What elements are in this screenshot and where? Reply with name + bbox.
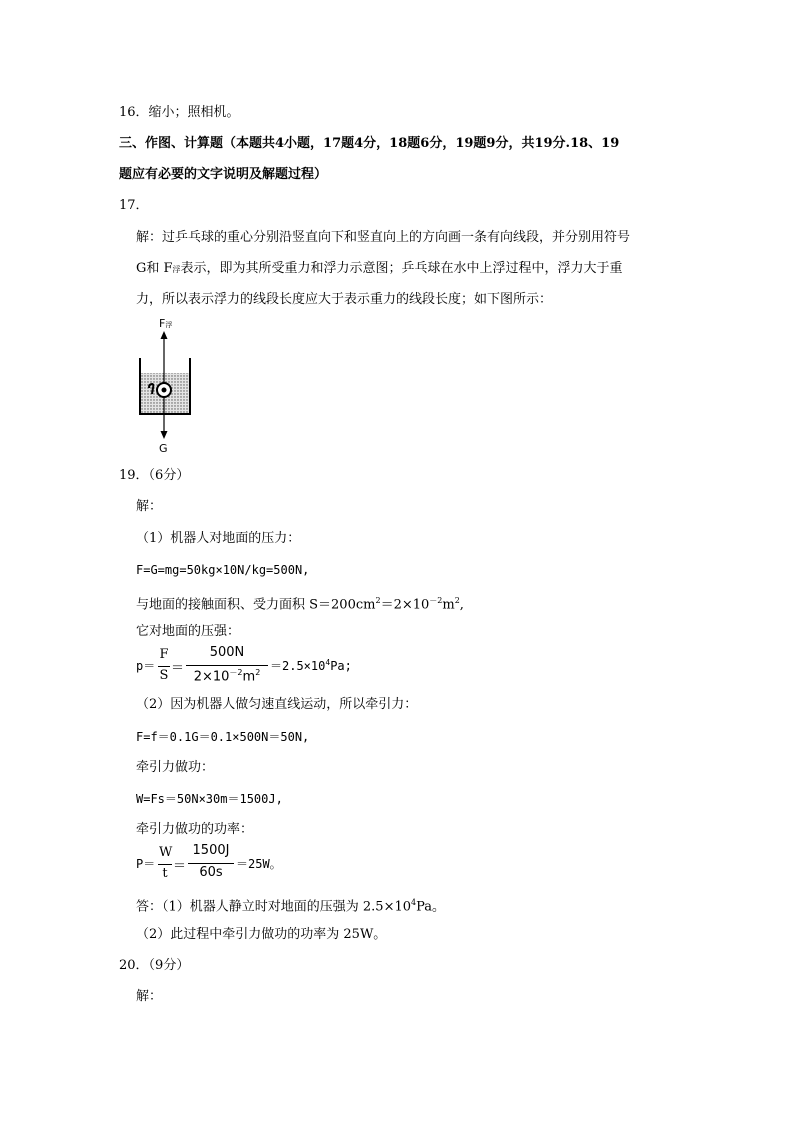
q19-power-heading: 牵引力做功的功率： [136,822,254,837]
q19-work-heading: 牵引力做功： [136,760,215,775]
q17-solution-line3: 力，所以表示浮力的线段长度应大于表示重力的线段长度；如下图所示： [136,292,553,307]
q19-power-formula: P＝ W t ＝ 1500J 60s ＝25W。 [136,843,282,881]
q19-pressure-formula: p＝ F S ＝ 500N $2\times 10^{-2}m^2$ $=2.5\times 10^4Pa$; [136,645,352,685]
beaker-diagram [135,318,197,458]
q20-jie: 解： [136,989,163,1004]
q19-part1-heading: （1）机器人对地面的压力： [136,531,301,546]
gravity-label: G [159,442,168,455]
answer-16: 16．缩小；照相机。 [119,105,240,120]
q19-answer-2: （2）此过程中牵引力做功的功率为 25W。 [136,927,387,942]
q17-solution-line1: 解：过乒乓球的重心分别沿竖直向下和竖直向上的方向画一条有向线段，并分别用符号 [136,230,631,245]
question-17-number: 17． [119,198,149,213]
force-diagram-figure [135,318,197,458]
q19-pressure-force-calc: F=G=mg=50kg×10N/kg=500N, [136,563,310,577]
q19-part2-heading: （2）因为机器人做匀速直线运动，所以牵引力： [136,697,418,712]
q19-traction-calc: F=f＝0.1G＝0.1×500N＝50N, [136,730,310,744]
q19-contact-area: 与地面的接触面积、受力面积 $S=200cm^2=2\times 10^{-2}m^2$, [136,596,464,613]
buoyancy-label: F浮 [159,317,173,330]
question-20-number: 20．（9分） [119,958,190,973]
q19-answer-1: 答：（1）机器人静立时对地面的压强为 $2.5\times 10^4Pa$。 [136,898,446,915]
q19-work-calc: W=Fs＝50N×30m＝1500J, [136,792,283,806]
section-3-heading-line1: 三、作图、计算题（本题共4小题，17题4分，18题6分，19题9分，共19分.18、19 [119,136,620,151]
q19-jie: 解： [136,499,163,514]
q19-pressure-heading: 它对地面的压强： [136,624,241,639]
section-3-heading-line2: 题应有必要的文字说明及解题过程） [119,167,328,182]
q17-solution-line2: G和 F浮表示，即为其所受重力和浮力示意图；乒乓球在水中上浮过程中，浮力大于重 [136,261,623,276]
question-19-number: 19．（6分） [119,468,190,483]
